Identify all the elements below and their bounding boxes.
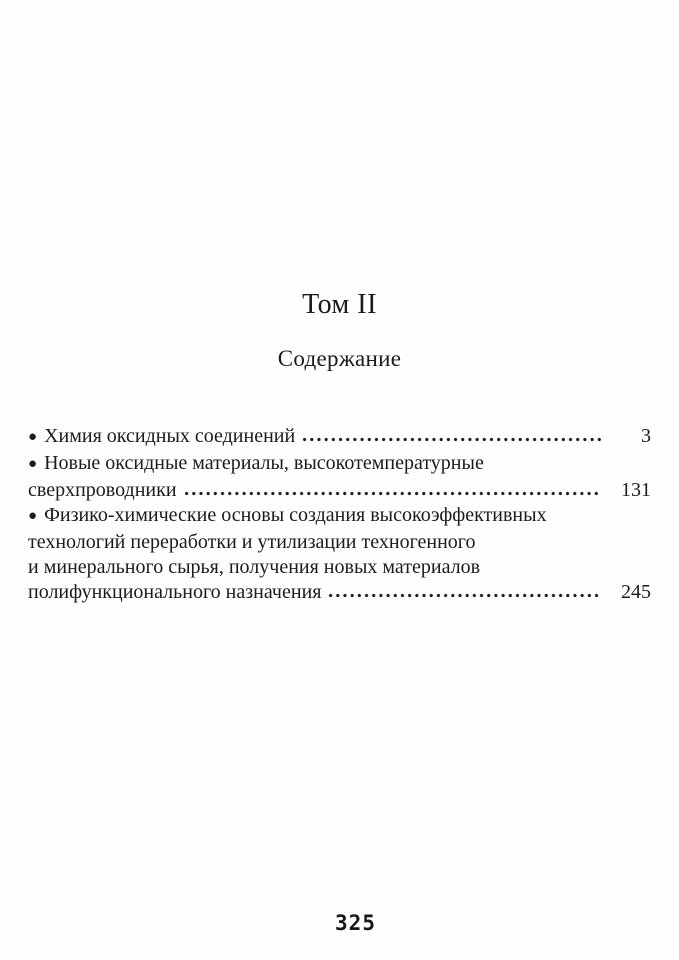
toc-list xyxy=(28,424,651,605)
toc-entry-text: технологий переработки и утилизации техногенного xyxy=(28,531,476,553)
toc-entry-text: полифункционального назначения xyxy=(28,581,322,603)
toc-entry-line xyxy=(28,451,651,478)
toc-entry-line xyxy=(28,478,651,503)
toc-entry-line xyxy=(28,555,651,580)
contents-heading: Содержание xyxy=(277,346,402,371)
toc-entry-line xyxy=(28,424,651,451)
toc-entry-line xyxy=(28,503,651,530)
toc-entry-line xyxy=(28,580,651,605)
toc-entry-text: Химия оксидных соединений xyxy=(44,425,296,447)
toc-page-number: 245 xyxy=(621,581,651,603)
bullet-icon: ● xyxy=(28,456,38,472)
toc-entry-text: и минерального сырья, получения новых материалов xyxy=(28,556,481,578)
toc-page-number: 3 xyxy=(641,425,651,447)
bullet-icon: ● xyxy=(28,429,38,445)
page-number-folio: 325 xyxy=(335,911,376,935)
volume-title: Том II xyxy=(302,289,377,320)
bullet-icon: ● xyxy=(28,508,38,524)
toc-entry-text: Физико-химические основы создания высокоэффективных xyxy=(44,504,547,526)
toc-entry-text: Новые оксидные материалы, высокотемпературные xyxy=(44,452,484,474)
toc-page-number: 131 xyxy=(621,479,651,501)
toc-entry-text: сверхпроводники xyxy=(28,479,177,501)
dot-leader xyxy=(327,593,601,598)
dot-leader xyxy=(183,491,601,496)
dot-leader xyxy=(301,437,601,442)
toc-entry-line xyxy=(28,530,651,555)
